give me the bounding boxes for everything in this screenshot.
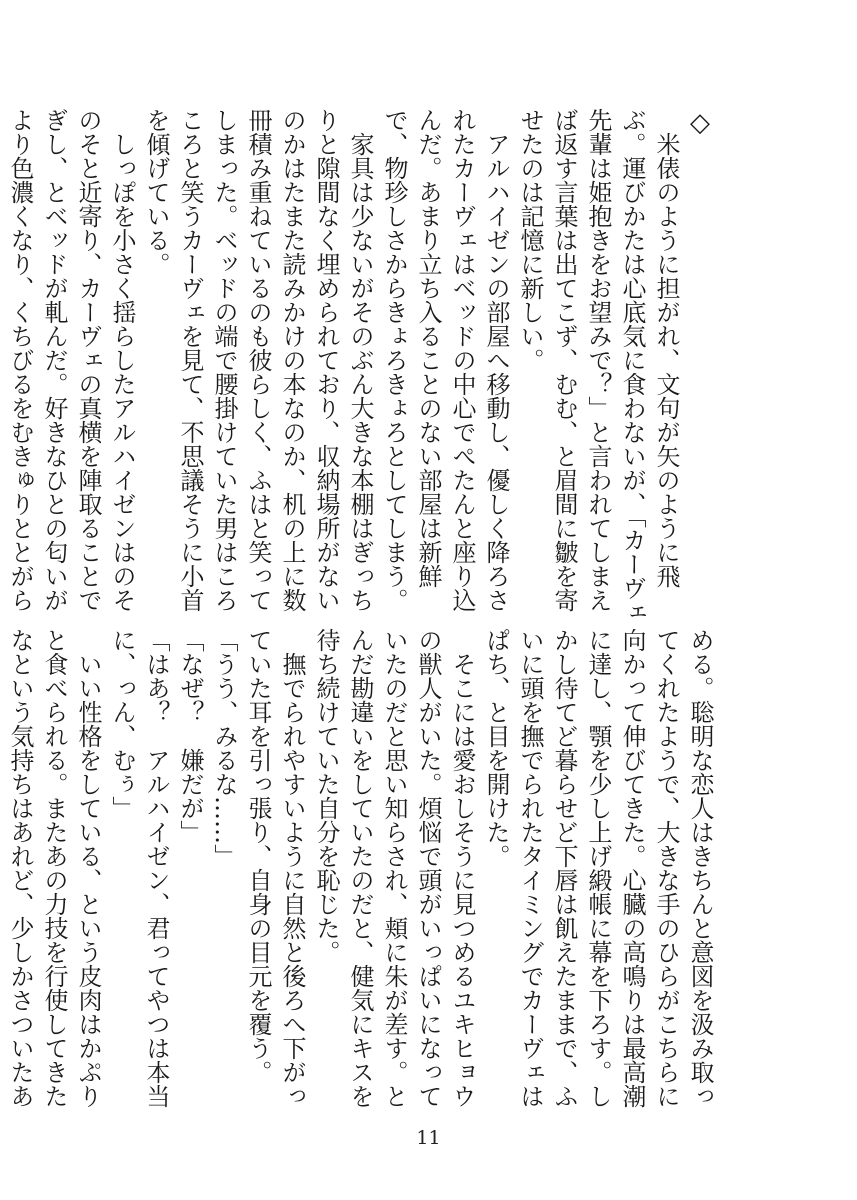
dialogue-line: 「なぜ？ 嫌だが」 [176, 628, 204, 844]
page-number: 11 [416, 1127, 441, 1149]
paragraph: アルハイゼンの部屋へ移動し、優しく降ろされたカーヴェはベッドの中心でぺたんと座り込んだ。あまり立ち入ることのない部屋は新鮮で、物珍しさからきょろきょろとしてしまう。 [380, 108, 510, 612]
dialogue-line: 「はあ？ アルハイゼン、君ってやつは本当に、っん、むぅ」 [108, 628, 170, 1108]
text-block-bottom [6, 628, 717, 1128]
paragraph: 米俵のように担がれ、文句が矢のように飛ぶ。運びかたは心底気に食わないが、「カーヴェ先輩は姫抱きをお望みで？」と言われてしまえば返す言葉は出てこず、むむ、と眉間に皺を寄せたのは記憶に新しい。 [516, 108, 680, 624]
paragraph: しっぽを小さく揺らしたアルハイゼンはのそのそと近寄り、カーヴェの真横を陣取ることでぎし、とベッドが軋んだ。好きなひとの匂いがより色濃くなり、くちびるをむきゅりととがら [6, 108, 136, 612]
section-marker: ◇ [685, 108, 715, 138]
paragraph: 撫でられやすいように自然と後ろへ下がっていた耳を引っ張り、自身の目元を覆う。 [244, 628, 306, 1108]
paragraph: 家具は少ないがそのぶん大きな本棚はぎっちりと隙間なく埋められており、収納場所がないのかはたまた読みかけの本なのか、机の上に数冊積み重ねているのも彼らしく、ふはと笑ってしまった。ベッドの端で腰掛けていた男はころころと笑うカーヴェを見て、不思議そうに小首を傾げている。 [142, 108, 374, 612]
paragraph: そこには愛おしそうに見つめるユキヒョウの獣人がいた。煩悩で頭がいっぱいになっていたのだと思い知らされ、頬に朱が差す。とんだ勘違いをしていたのだと、健気にキスを待ち続けていた自分を恥じた。 [312, 628, 476, 1108]
paragraph: める。聡明な恋人はきちんと意図を汲み取ってくれたようで、大きな手のひらがこちらに向かって伸びてきた。心臓の高鳴りは最高潮に達し、顎を少し上げ緞帳に幕を下ろす。しかし待てど暮らせど下唇は飢えたままで、ふいに頭を撫でられたタイミングでカーヴェはぱち、と目を開けた。 [482, 628, 714, 1108]
dialogue-line: 「うう、みるな……」 [210, 628, 238, 868]
text-block-top [6, 108, 717, 628]
paragraph: いい性格をしている、という皮肉はかぷりと食べられる。またあの力技を行使してきたなという気持ちはあれど、少しかさついたあ [6, 628, 102, 1108]
